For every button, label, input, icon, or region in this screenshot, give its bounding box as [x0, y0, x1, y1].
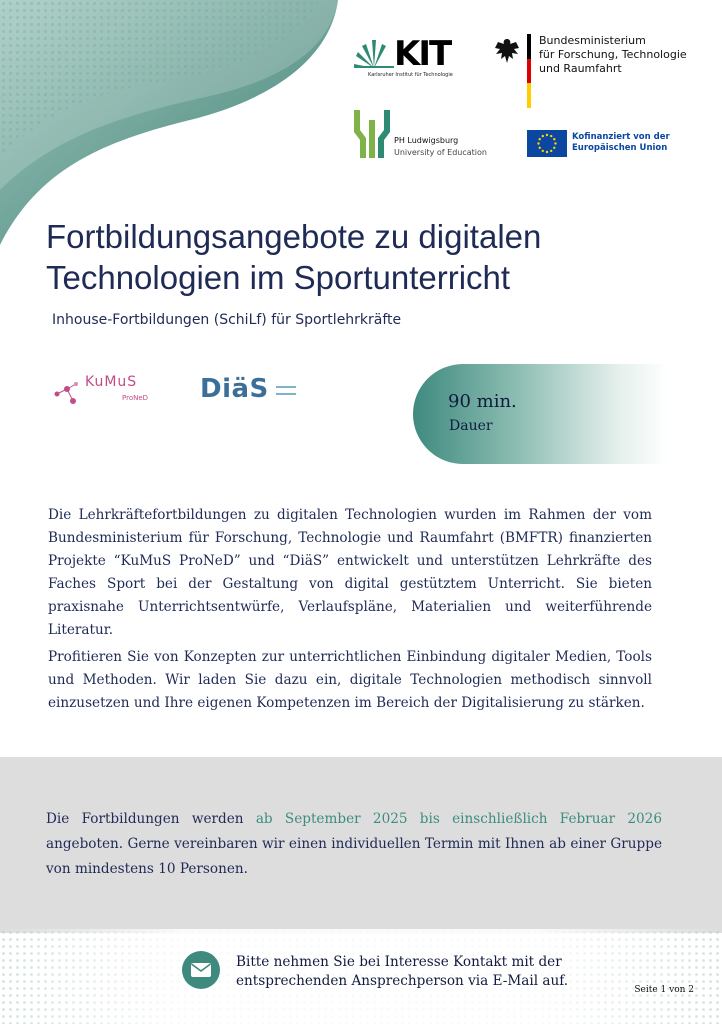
bmftr-logo — [492, 34, 692, 110]
page-number: Seite 1 von 2 — [634, 985, 694, 995]
ph-subtitle: University of Education — [394, 148, 487, 157]
benefits-paragraph: Profitieren Sie von Konzepten zur unterrichtlichen Einbindung digitaler Medien, Tools und Methoden. Wir laden Sie dazu ein, digitale Technologien methodisch sinnvoll einzusetzen und Ihre eigenen Kompetenzen im Bereich der Digitalisierung zu stärken. — [48, 649, 652, 711]
dias-wordmark: DiäS — [200, 374, 269, 404]
kit-wordmark: KIT — [394, 34, 451, 74]
ph-name: PH Ludwigsburg — [394, 136, 459, 145]
duration-label: Dauer — [449, 418, 493, 434]
kumus-subtitle: ProNeD — [122, 394, 149, 402]
kit-emblem-icon — [354, 38, 394, 70]
eu-cofunding-text: Kofinanziert von der Europäischen Union — [572, 132, 670, 153]
contact-note: Bitte nehmen Sie bei Interesse Kontakt mit der entsprechenden Ansprechperson via E-Mail auf. — [236, 954, 569, 989]
ph-ludwigsburg-logo — [352, 110, 492, 160]
eu-flag-icon — [527, 130, 567, 157]
page-title: Fortbildungsangebote zu digitalen Technologien im Sportunterricht — [46, 218, 542, 296]
kit-subtitle: Karlsruher Institut für Technologie — [368, 72, 453, 78]
duration-badge — [413, 364, 668, 464]
kumus-proned-logo — [52, 374, 172, 408]
kumus-wordmark: KuMuS — [85, 374, 138, 390]
federal-eagle-icon — [492, 36, 522, 66]
eu-cofunding-logo — [527, 130, 697, 158]
network-nodes-icon — [52, 376, 82, 406]
ph-emblem-icon — [352, 110, 392, 158]
schedule-text: Die Fortbildungen werden ab September 2025 bis einschließlich Februar 2026 angeboten. Gerne vereinbaren wir einen individuellen Termin mit Ihnen ab einer Gruppe von mindestens 10 Personen. — [46, 811, 662, 877]
page-subtitle: Inhouse-Fortbildungen (SchiLf) für Sportlehrkräfte — [52, 312, 402, 328]
intro-paragraph: Die Lehrkräftefortbildungen zu digitalen Technologien wurden im Rahmen der vom Bundesministerium für Forschung, Technologie und Raumfahrt (BMFTR) finanzierten Projekte “KuMuS ProNeD” und “DiäS” entwickelt und unterstützen Lehrkräfte des Faches Sport bei der Gestaltung von digital gestütztem Unterricht. Sie bieten praxisnahe Unterrichtsentwürfe, Verlaufspläne, Materialien und weiterführende Literatur. — [48, 507, 652, 638]
duration-value: 90 min. — [448, 391, 517, 412]
dias-logo — [200, 374, 310, 408]
schedule-info-band — [0, 757, 722, 933]
envelope-icon — [182, 951, 220, 989]
bmftr-name: Bundesministerium für Forschung, Technologie und Raumfahrt — [539, 34, 687, 75]
german-flag-bar — [527, 34, 531, 108]
kit-logo — [354, 34, 454, 82]
dias-equals-icon — [276, 385, 298, 397]
corner-wave-decoration — [0, 0, 340, 250]
schedule-period-highlight: ab September 2025 bis einschließlich Februar 2026 — [255, 811, 662, 827]
